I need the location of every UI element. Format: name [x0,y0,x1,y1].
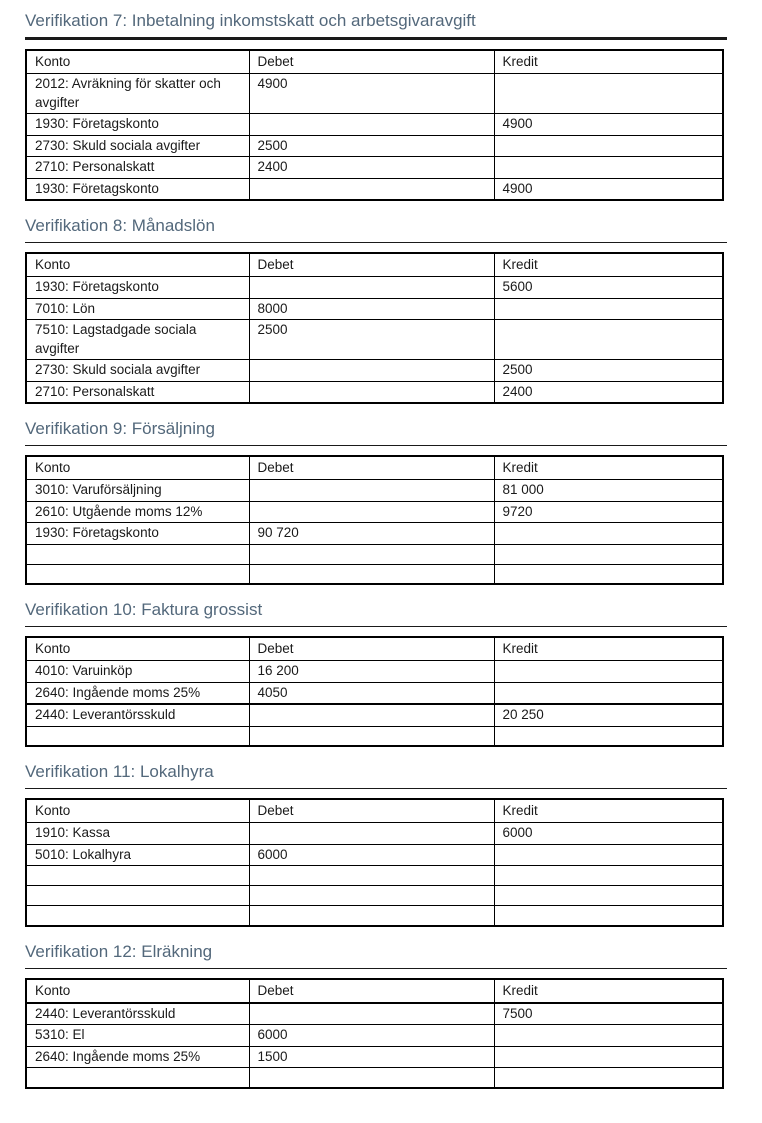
debet-cell-text: 16 200 [257,663,299,678]
konto-cell [26,320,249,360]
konto-cell-text: 1910: Kassa [35,825,111,840]
kredit-cell [494,1068,723,1088]
table-row [26,523,723,545]
konto-cell [26,523,249,545]
debet-cell [249,320,494,360]
konto-cell-text: 2640: Ingående moms 25% [35,1048,201,1064]
table-row [26,320,723,360]
ledger-table [25,455,724,585]
debet-cell [249,501,494,523]
table-row [26,135,723,157]
column-header-konto: Konto [26,253,249,277]
konto-cell-text: 3010: Varuförsäljning [35,482,162,497]
debet-cell [249,823,494,845]
konto-cell-text: 1930: Företagskonto [35,116,159,131]
table-row [26,564,723,584]
konto-cell [26,906,249,926]
konto-cell [26,381,249,403]
debet-cell [249,661,494,683]
table-row [26,480,723,502]
debet-cell [249,682,494,704]
konto-cell [26,866,249,886]
kredit-cell [494,886,723,906]
debet-cell [249,1003,494,1025]
konto-cell-text: 7010: Lön [35,300,96,316]
konto-cell [26,178,249,200]
column-header-kredit: Kredit [494,979,723,1003]
column-header-debet: Debet [249,979,494,1003]
konto-cell [26,1003,249,1025]
kredit-cell-text: 81 000 [502,482,544,497]
debet-cell [249,480,494,502]
ledger-table [25,252,724,404]
table-row [26,726,723,746]
verification-section [25,599,727,747]
konto-cell [26,157,249,179]
konto-cell-text: 2710: Personalskatt [35,159,155,174]
verification-section [25,418,727,585]
ledger-table [25,978,724,1089]
kredit-cell [494,480,723,502]
debet-cell-text: 8000 [257,300,288,316]
table-row [26,1003,723,1025]
konto-cell [26,844,249,866]
kredit-cell-text: 5600 [502,279,533,294]
column-header-kredit: Kredit [494,637,723,661]
konto-cell-text: 4010: Varuinköp [35,663,133,678]
kredit-cell [494,360,723,382]
debet-cell-text: 2500 [257,137,288,153]
konto-cell-text: 2730: Skuld sociala avgifter [35,137,201,153]
konto-cell-text: 2440: Leverantörsskuld [35,1005,176,1021]
kredit-cell [494,135,723,157]
table-row [26,906,723,926]
ledger-table [25,798,724,927]
konto-cell-text: 2610: Utgående moms 12% [35,503,203,519]
debet-cell [249,157,494,179]
table-row [26,501,723,523]
kredit-cell [494,682,723,704]
kredit-cell [494,178,723,200]
column-header-debet: Debet [249,799,494,823]
debet-cell [249,1025,494,1047]
konto-cell [26,726,249,746]
table-row [26,682,723,704]
konto-cell [26,298,249,320]
column-header-debet: Debet [249,50,494,74]
konto-cell [26,277,249,299]
debet-cell [249,704,494,726]
debet-cell [249,381,494,403]
header-row [26,979,723,1003]
debet-cell [249,178,494,200]
kredit-cell [494,704,723,726]
debet-cell [249,277,494,299]
kredit-cell-text: 4900 [502,180,533,196]
debet-cell [249,844,494,866]
kredit-cell [494,114,723,136]
header-row [26,637,723,661]
table-row [26,544,723,564]
table-row [26,704,723,726]
debet-cell [249,1046,494,1068]
konto-cell [26,114,249,136]
kredit-cell [494,277,723,299]
kredit-cell [494,866,723,886]
column-header-konto: Konto [26,799,249,823]
header-row [26,456,723,480]
konto-cell [26,682,249,704]
konto-cell-text: 1930: Företagskonto [35,180,159,196]
debet-cell [249,726,494,746]
column-header-debet: Debet [249,456,494,480]
konto-cell [26,480,249,502]
kredit-cell [494,906,723,926]
kredit-cell [494,523,723,545]
kredit-cell [494,298,723,320]
header-row [26,253,723,277]
debet-cell [249,74,494,114]
konto-cell [26,823,249,845]
debet-cell [249,544,494,564]
column-header-kredit: Kredit [494,253,723,277]
debet-cell-text: 6000 [257,846,288,862]
table-row [26,74,723,114]
table-row [26,360,723,382]
column-header-debet: Debet [249,253,494,277]
ledger-table [25,636,724,747]
header-row [26,50,723,74]
table-row [26,298,723,320]
debet-cell [249,906,494,926]
section-title: Verifikation 8: Månadslön [25,215,727,243]
konto-cell [26,501,249,523]
debet-cell-text: 4900 [257,76,288,91]
column-header-kredit: Kredit [494,456,723,480]
konto-cell [26,1068,249,1088]
table-row [26,277,723,299]
konto-cell [26,1046,249,1068]
kredit-cell [494,320,723,360]
table-row [26,1046,723,1068]
column-header-konto: Konto [26,637,249,661]
kredit-cell [494,1003,723,1025]
kredit-cell [494,844,723,866]
kredit-cell-text: 2500 [502,362,533,377]
kredit-cell-text: 20 250 [502,707,544,722]
kredit-cell [494,726,723,746]
column-header-konto: Konto [26,50,249,74]
table-row [26,823,723,845]
kredit-cell [494,157,723,179]
konto-cell-text: 5010: Lokalhyra [35,846,132,862]
debet-cell-text: 4050 [257,684,288,700]
debet-cell-text: 90 720 [257,525,299,540]
kredit-cell-text: 2400 [502,383,533,399]
debet-cell [249,135,494,157]
column-header-konto: Konto [26,979,249,1003]
debet-cell-text: 6000 [257,1027,288,1042]
table-row [26,381,723,403]
table-row [26,661,723,683]
verification-journal-document [25,10,727,1089]
kredit-cell [494,501,723,523]
section-title: Verifikation 9: Försäljning [25,418,727,446]
column-header-debet: Debet [249,637,494,661]
kredit-cell [494,74,723,114]
konto-cell [26,544,249,564]
debet-cell [249,1068,494,1088]
debet-cell-text: 1500 [257,1048,288,1064]
konto-cell [26,360,249,382]
debet-cell [249,564,494,584]
konto-cell [26,135,249,157]
debet-cell-text: 2400 [257,159,288,174]
konto-cell-text: 2012: Avräkning för skatter och avgifter [35,76,221,110]
konto-cell-text: 7510: Lagstadgade sociala avgifter [35,322,197,356]
kredit-cell-text: 4900 [502,116,533,131]
section-title: Verifikation 10: Faktura grossist [25,599,727,627]
verification-section [25,215,727,404]
debet-cell [249,866,494,886]
konto-cell [26,564,249,584]
section-title: Verifikation 12: Elräkning [25,941,727,969]
column-header-kredit: Kredit [494,799,723,823]
table-row [26,114,723,136]
konto-cell-text: 2710: Personalskatt [35,383,155,399]
table-row [26,1068,723,1088]
ledger-table [25,49,724,201]
konto-cell-text: 2440: Leverantörsskuld [35,707,176,722]
verification-section [25,10,727,201]
konto-cell [26,1025,249,1047]
header-row [26,799,723,823]
kredit-cell-text: 6000 [502,825,533,840]
debet-cell [249,114,494,136]
kredit-cell [494,564,723,584]
column-header-konto: Konto [26,456,249,480]
kredit-cell-text: 9720 [502,503,533,519]
kredit-cell-text: 7500 [502,1005,533,1021]
debet-cell [249,298,494,320]
konto-cell [26,886,249,906]
konto-cell-text: 5310: El [35,1027,85,1042]
debet-cell-text: 2500 [257,322,288,337]
table-row [26,1025,723,1047]
konto-cell [26,74,249,114]
debet-cell [249,523,494,545]
debet-cell [249,886,494,906]
table-row [26,866,723,886]
kredit-cell [494,1025,723,1047]
table-row [26,886,723,906]
verification-section [25,761,727,927]
kredit-cell [494,823,723,845]
konto-cell [26,704,249,726]
konto-cell-text: 1930: Företagskonto [35,279,159,294]
table-row [26,844,723,866]
table-row [26,178,723,200]
kredit-cell [494,1046,723,1068]
kredit-cell [494,381,723,403]
column-header-kredit: Kredit [494,50,723,74]
konto-cell [26,661,249,683]
konto-cell-text: 1930: Företagskonto [35,525,159,540]
section-title: Verifikation 11: Lokalhyra [25,761,727,789]
konto-cell-text: 2640: Ingående moms 25% [35,684,201,700]
kredit-cell [494,661,723,683]
section-title: Verifikation 7: Inbetalning inkomstskatt och arbetsgivaravgift [25,10,727,40]
kredit-cell [494,544,723,564]
konto-cell-text: 2730: Skuld sociala avgifter [35,362,201,377]
debet-cell [249,360,494,382]
table-row [26,157,723,179]
